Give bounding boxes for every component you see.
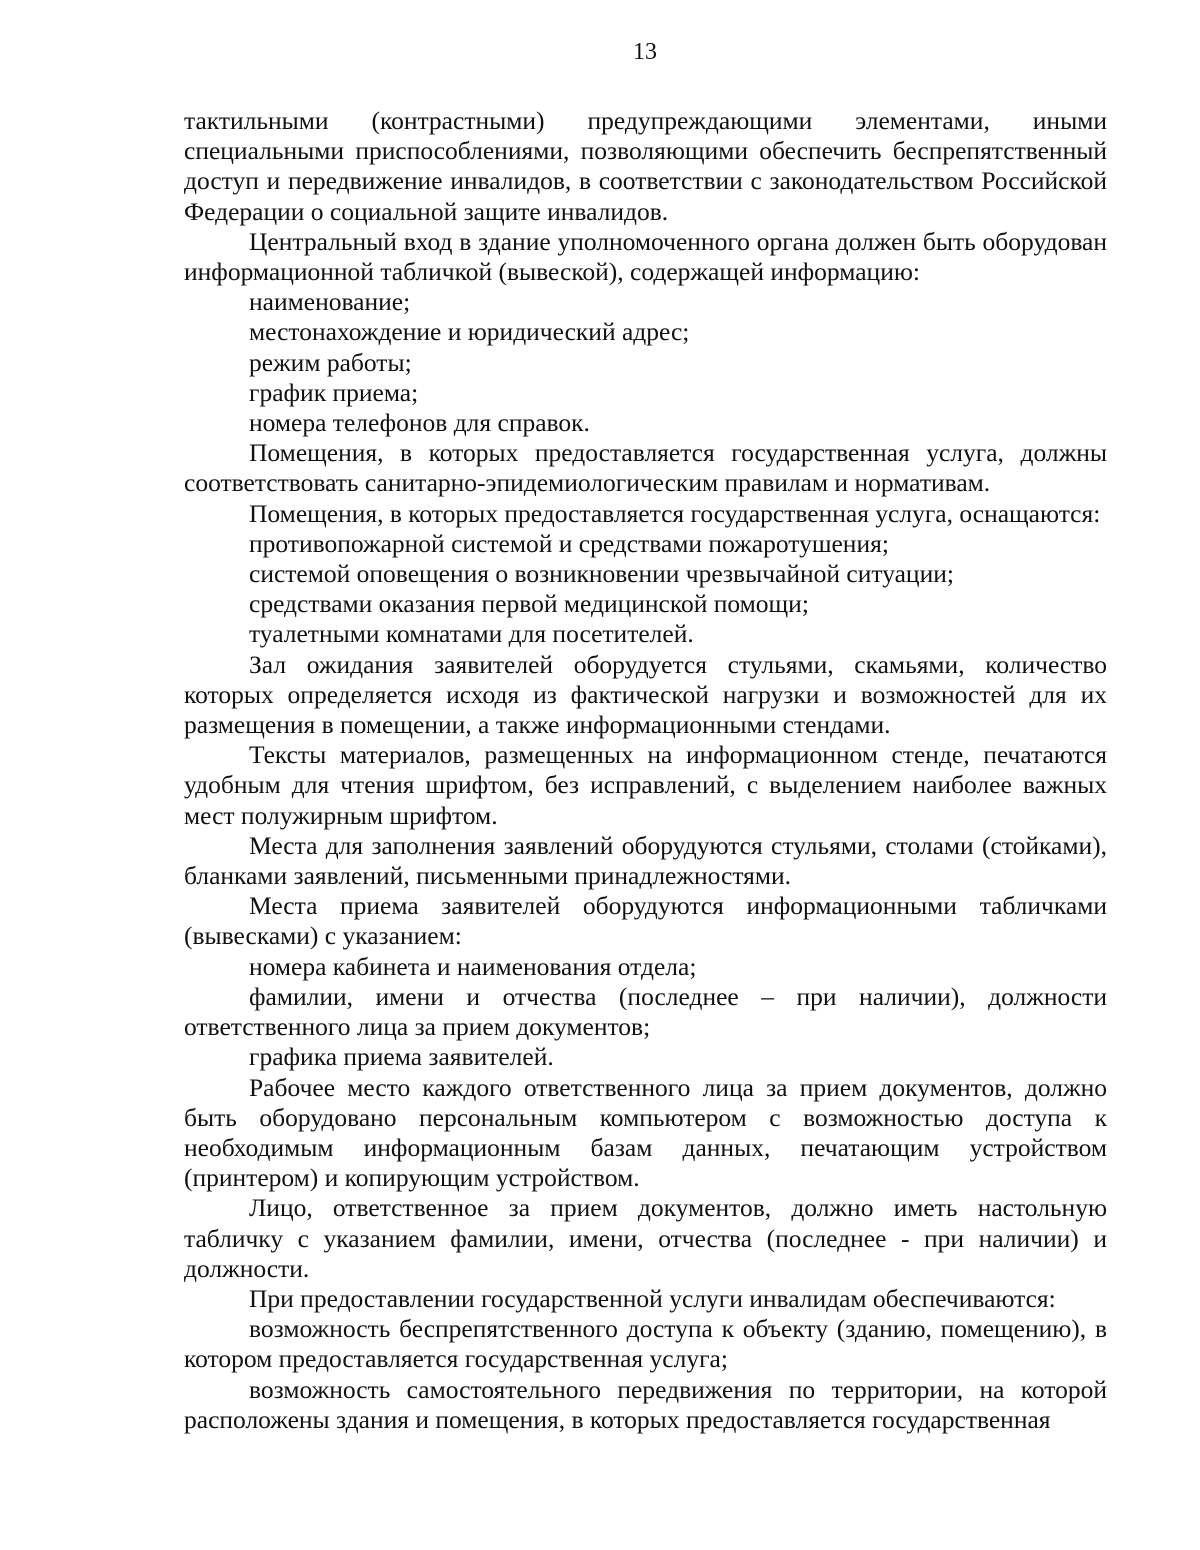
- list-item: график приема;: [249, 377, 419, 407]
- list-item: возможность беспрепятственного доступа к объекту (зданию, помещению), в котором предоставляется государственная услуга;: [184, 1314, 1107, 1374]
- list-item: возможность самостоятельного передвижения по территории, на которой расположены здания и помещения, в которых предоставляется государственная: [184, 1374, 1107, 1434]
- list-item: местонахождение и юридический адрес;: [249, 317, 690, 347]
- paragraph: тактильными (контрастными) предупреждающими элементами, иными специальными приспособлениями, позволяющими обеспечить беспрепятственный доступ и передвижение инвалидов, в соответствии с законодательством Российской Федерации о социальной защите инвалидов.: [184, 106, 1107, 226]
- list-item: номера кабинета и наименования отдела;: [249, 951, 697, 981]
- paragraph: Рабочее место каждого ответственного лица за прием документов, должно быть оборудовано персональным компьютером с возможностью доступа к необходимым информационным базам данных, печатающим устройством (принтером) и копирующим устройством.: [184, 1072, 1107, 1193]
- paragraph: Зал ожидания заявителей оборудуется стульями, скамьями, количество которых определяется исходя из фактической нагрузки и возможностей для их размещения в помещении, а также информационными стендами.: [184, 649, 1107, 740]
- list-item: противопожарной системой и средствами пожаротушения;: [249, 528, 889, 558]
- paragraph: Помещения, в которых предоставляется государственная услуга, должны соответствовать санитарно-эпидемиологическим правилам и нормативам.: [184, 438, 1107, 498]
- list-item: режим работы;: [249, 347, 412, 377]
- list-item: графика приема заявителей.: [249, 1042, 554, 1072]
- list-item: системой оповещения о возникновении чрезвычайной ситуации;: [249, 559, 954, 589]
- document-body: [184, 106, 1107, 1435]
- page-number: 13: [633, 39, 657, 65]
- paragraph: Тексты материалов, размещенных на информационном стенде, печатаются удобным для чтения шрифтом, без исправлений, с выделением наиболее важных мест полужирным шрифтом.: [184, 740, 1107, 830]
- list-item: средствами оказания первой медицинской помощи;: [249, 589, 809, 619]
- list-item: фамилии, имени и отчества (последнее – при наличии), должности ответственного лица за прием документов;: [184, 981, 1107, 1042]
- paragraph: Помещения, в которых предоставляется государственная услуга, оснащаются:: [249, 498, 1101, 528]
- paragraph: Места приема заявителей оборудуются информационными табличками (вывесками) с указанием:: [184, 891, 1107, 951]
- list-item: наименование;: [249, 287, 411, 317]
- paragraph: При предоставлении государственной услуги инвалидам обеспечиваются:: [249, 1283, 1056, 1313]
- list-item: туалетными комнатами для посетителей.: [249, 619, 694, 649]
- list-item: номера телефонов для справок.: [249, 408, 590, 438]
- paragraph: Лицо, ответственное за прием документов, должно иметь настольную табличку с указанием фамилии, имени, отчества (последнее - при наличии) и должности.: [184, 1193, 1107, 1283]
- paragraph: Места для заполнения заявлений оборудуются стульями, столами (стойками), бланками заявлений, письменными принадлежностями.: [184, 830, 1107, 891]
- paragraph: Центральный вход в здание уполномоченного органа должен быть оборудован информационной табличкой (вывеской), содержащей информацию:: [184, 226, 1107, 287]
